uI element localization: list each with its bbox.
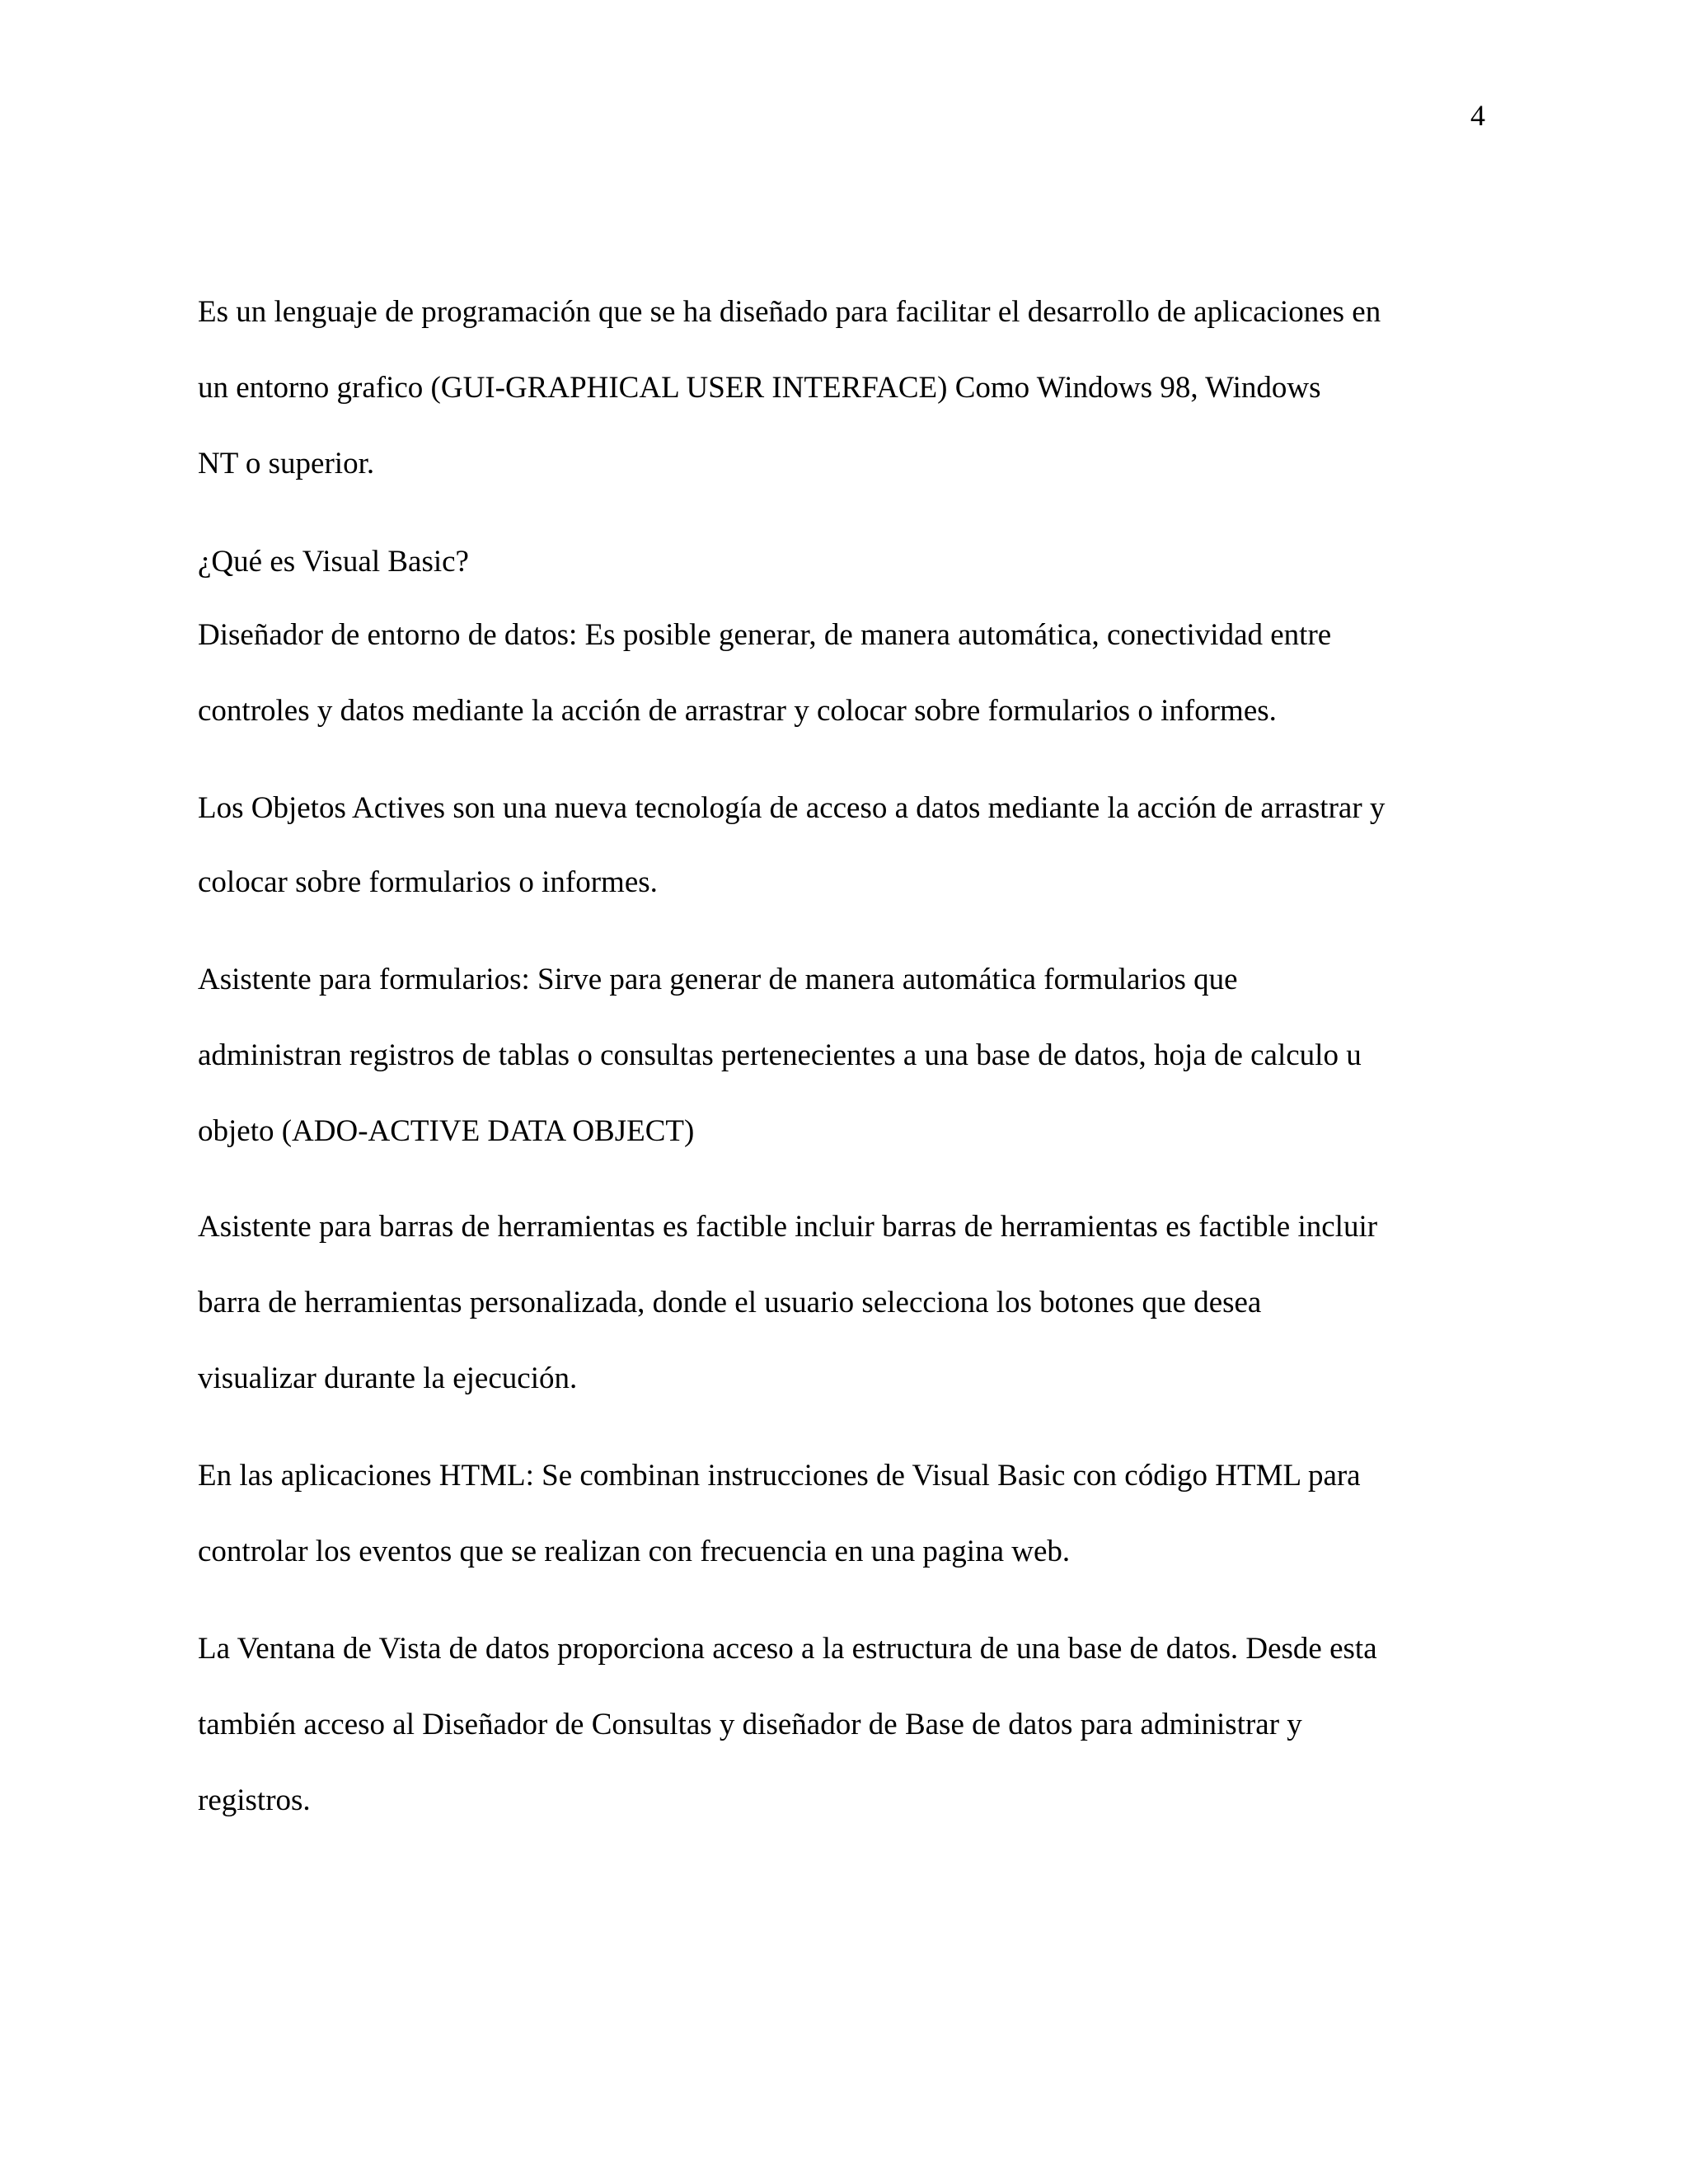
paragraph-1-line-2: un entorno grafico (GUI-GRAPHICAL USER INTERFACE) Como Windows 98, Windows [198, 371, 1321, 405]
paragraph-7-line-3: registros. [198, 1783, 311, 1817]
paragraph-2-line-3: controles y datos mediante la acción de arrastrar y colocar sobre formularios o informes. [198, 694, 1277, 728]
paragraph-5-line-1: Asistente para barras de herramientas es factible incluir barras de herramientas es factible incluir [198, 1210, 1378, 1244]
paragraph-4-line-1: Asistente para formularios: Sirve para generar de manera automática formularios que [198, 963, 1238, 996]
paragraph-2-line-1: ¿Qué es Visual Basic? [198, 545, 469, 579]
paragraph-6-line-2: controlar los eventos que se realizan con frecuencia en una pagina web. [198, 1535, 1071, 1568]
paragraph-1-line-3: NT o superior. [198, 447, 375, 480]
paragraph-6-line-1: En las aplicaciones HTML: Se combinan instrucciones de Visual Basic con código HTML para [198, 1459, 1361, 1493]
page-number: 4 [1470, 99, 1485, 132]
paragraph-5-line-2: barra de herramientas personalizada, donde el usuario selecciona los botones que desea [198, 1286, 1262, 1319]
paragraph-5-line-3: visualizar durante la ejecución. [198, 1361, 578, 1395]
paragraph-4-line-3: objeto (ADO-ACTIVE DATA OBJECT) [198, 1114, 695, 1148]
paragraph-3-line-1: Los Objetos Actives son una nueva tecnología de acceso a datos mediante la acción de arrastrar y [198, 791, 1386, 825]
paragraph-7-line-2: también acceso al Diseñador de Consultas y diseñador de Base de datos para administrar y [198, 1708, 1302, 1741]
paragraph-2-line-2: Diseñador de entorno de datos: Es posible generar, de manera automática, conectividad entre [198, 618, 1332, 652]
paragraph-4-line-2: administran registros de tablas o consultas pertenecientes a una base de datos, hoja de calculo u [198, 1038, 1362, 1072]
paragraph-1-line-1: Es un lenguaje de programación que se ha diseñado para facilitar el desarrollo de aplicaciones en [198, 295, 1381, 329]
paragraph-7-line-1: La Ventana de Vista de datos proporciona acceso a la estructura de una base de datos. Desde esta [198, 1632, 1377, 1666]
paragraph-3-line-2: colocar sobre formularios o informes. [198, 865, 658, 899]
